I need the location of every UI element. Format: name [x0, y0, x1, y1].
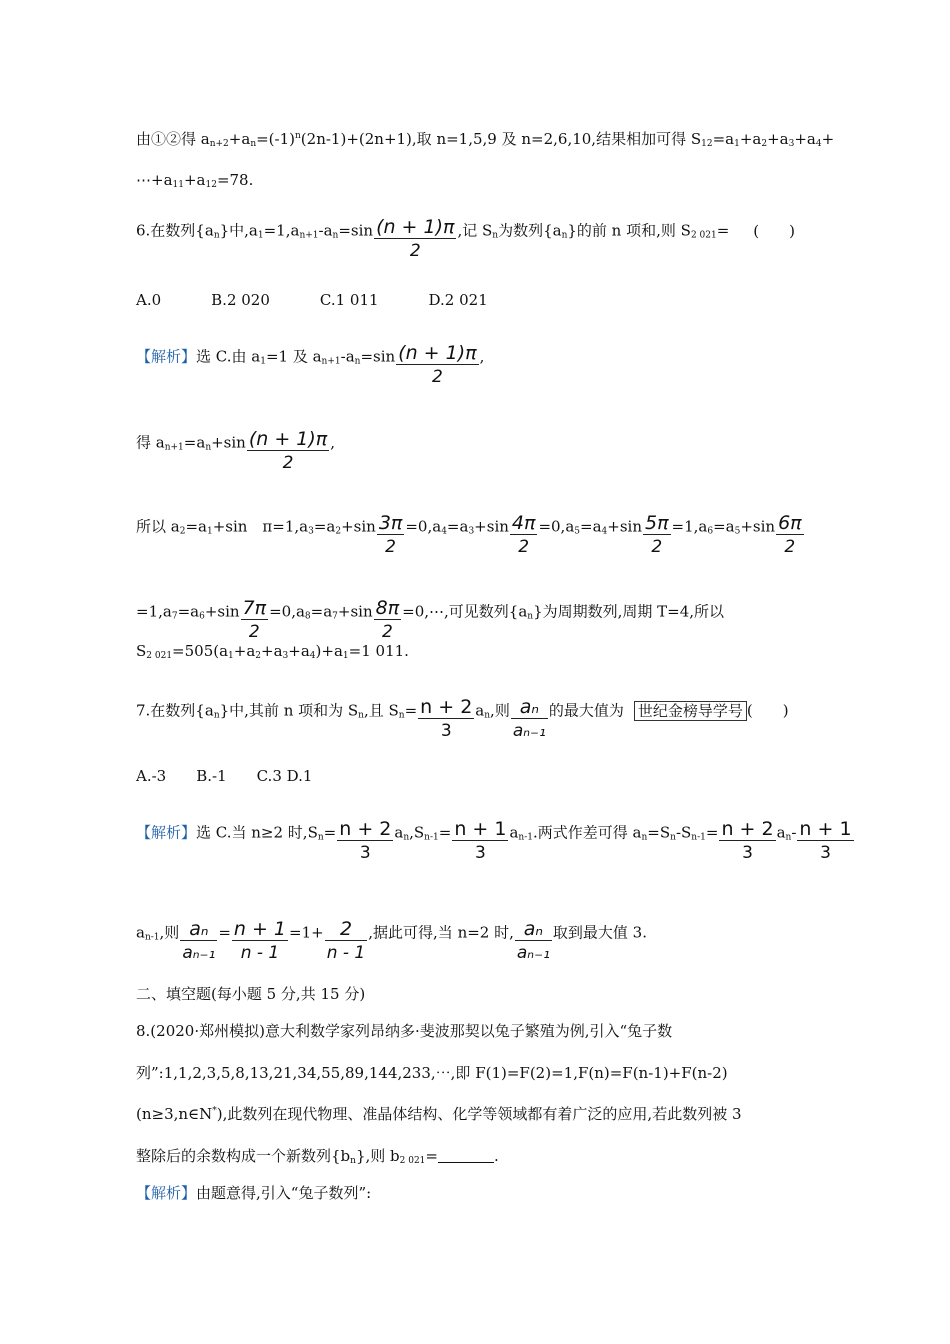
subscript: 5	[574, 526, 580, 537]
subscript: 2	[335, 526, 342, 537]
subscript: n-1	[144, 932, 160, 943]
text-run: =a	[183, 433, 206, 452]
subscript: 12	[205, 180, 217, 190]
text-run: =a	[185, 517, 207, 536]
text-run: 3	[474, 843, 486, 863]
question-8	[136, 1020, 672, 1041]
option-a: A.0	[136, 291, 162, 309]
text-line	[136, 128, 834, 149]
subscript: n	[213, 710, 220, 721]
text-run: ( )	[753, 221, 795, 240]
text-run: =	[438, 823, 452, 842]
text-run: 3	[742, 843, 753, 863]
text-run: =505(a	[172, 642, 229, 660]
text-run: a	[776, 823, 786, 842]
text-run: -S	[675, 823, 692, 842]
fraction	[241, 597, 269, 644]
text-run: ,	[330, 433, 336, 452]
solution-6-line	[136, 420, 336, 473]
subscript: 3	[468, 526, 475, 537]
subscript: 4	[601, 526, 608, 537]
text-run: =1+	[289, 923, 324, 942]
text-run: =1 及 a	[265, 347, 322, 366]
analysis-tag: 【解析】	[136, 347, 197, 366]
text-run: 由①②得 a	[136, 130, 210, 148]
question-7	[136, 688, 789, 741]
subscript: 2 021	[399, 1156, 426, 1166]
text-run: ,据此可得,当 n=2 时,	[368, 923, 514, 942]
fraction	[180, 918, 217, 965]
subscript: 4	[309, 651, 316, 661]
text-run: ),此数列在现代物理、准晶体结构、化学等领域都有着广泛的应用,若此数列被 3	[216, 1105, 742, 1123]
fraction	[452, 818, 508, 865]
subscript: n	[670, 832, 676, 843]
subscript: 1	[734, 139, 740, 149]
text-run: a	[394, 823, 404, 842]
text-run: +sin	[740, 517, 776, 536]
text-run: aₙ	[180, 918, 217, 941]
text-run: 得 a	[136, 433, 165, 452]
text-run: =78.	[216, 171, 254, 189]
text-run: =a	[313, 517, 336, 536]
solution-7-line	[136, 910, 647, 963]
fraction	[337, 818, 393, 865]
text-run: }中,其前 n 项和为 S	[219, 701, 359, 720]
text-run: ⋯+a	[136, 171, 173, 189]
text-run: =1,a	[136, 602, 172, 621]
text-run: .	[493, 1147, 499, 1165]
subscript: n	[213, 230, 220, 241]
text-run: -	[791, 823, 797, 842]
text-run: +a	[261, 642, 283, 660]
subscript: n-1	[691, 832, 706, 843]
question-8-line	[136, 1145, 499, 1166]
subscript: 7	[332, 611, 338, 622]
text-run: ,记 S	[457, 221, 493, 240]
fraction	[797, 818, 853, 865]
text-run: +a	[228, 130, 251, 148]
text-run: =	[425, 1147, 438, 1165]
text-run: +a	[233, 642, 256, 660]
subscript: 7	[171, 611, 178, 622]
text-run: n + 2	[420, 696, 473, 718]
text-run: n + 1	[454, 818, 507, 840]
text-run: aₙ	[511, 696, 548, 719]
subscript: 1	[342, 651, 349, 661]
fraction	[325, 918, 368, 965]
subscript: n	[527, 611, 534, 622]
text-run: n + 2	[339, 818, 392, 840]
text-run: aₙ₋₁	[512, 721, 546, 741]
text-run: (2n-1)+(2n+1),取 n=1,5,9 及 n=2,6,10,结果相加可得 S	[300, 130, 702, 148]
option-c: C.1 011	[319, 291, 379, 309]
text-run: =a	[580, 517, 602, 536]
question-6	[136, 208, 795, 261]
subscript: 2	[761, 139, 768, 149]
analysis-tag: 【解析】	[136, 1184, 197, 1202]
text-run: ,	[479, 347, 485, 366]
text-run: =	[323, 823, 337, 842]
text-run: (n + 1)π	[398, 342, 477, 364]
solution-6-line	[136, 589, 725, 642]
question-8-line	[136, 1062, 728, 1083]
text-run: 5π	[644, 512, 669, 534]
text-run: =sin	[338, 221, 374, 240]
text-run: n + 1	[233, 918, 287, 940]
text-run: 列”:1,1,2,3,5,8,13,21,34,55,89,144,233,⋯,即 F(1)=F(2)=1,F(n)=F(n-1)+F(n-2)	[136, 1064, 728, 1082]
text-run: a	[136, 923, 145, 942]
text-run: 二、填空题(每小题 5 分,共 15 分)	[136, 985, 366, 1003]
subscript: 6	[199, 611, 205, 622]
text-run: =0,a	[538, 517, 575, 536]
text-run: =a	[446, 517, 469, 536]
subscript: n	[317, 832, 324, 843]
text-run: 8.(2020·郑州模拟)意大利数学家列昂纳多·斐波那契以兔子繁殖为例,引入“兔子数	[136, 1022, 673, 1040]
fraction	[776, 512, 804, 559]
text-run: =	[218, 923, 231, 942]
text-run: +a	[739, 130, 762, 148]
text-run: aₙ₋₁	[182, 943, 216, 963]
text-run: n + 2	[721, 818, 774, 840]
text-run: a	[475, 701, 485, 720]
text-run: 的最大值为	[548, 701, 624, 720]
text-run: n + 1	[799, 818, 852, 840]
text-run: =a	[712, 130, 735, 148]
text-run: 2	[651, 537, 663, 557]
subscript: n	[205, 442, 212, 453]
subscript: n	[403, 832, 410, 843]
text-run: =1 011.	[348, 642, 409, 660]
fraction	[511, 696, 548, 743]
subscript: 1	[257, 230, 264, 241]
text-run: +a	[794, 130, 816, 148]
text-run: 2	[381, 622, 393, 642]
subscript: 11	[172, 180, 184, 190]
fraction	[510, 512, 538, 559]
text-run: 3	[820, 843, 831, 863]
text-run: )+a	[315, 642, 343, 660]
text-run: 选 C.由 a	[196, 347, 261, 366]
subscript: n	[641, 832, 648, 843]
text-run: 3	[359, 843, 371, 863]
superscript: n	[295, 131, 301, 141]
subscript: n	[354, 356, 361, 367]
text-run: =sin	[360, 347, 396, 366]
text-run: 为数列{a	[498, 221, 562, 240]
answer-blank	[438, 1148, 494, 1163]
text-run: =1,a	[263, 221, 300, 240]
text-run: =	[716, 221, 730, 240]
subscript: 2 021	[146, 651, 173, 661]
text-run: =0,⋯,可见数列{a	[402, 602, 528, 621]
text-run: =a	[713, 517, 735, 536]
fraction	[418, 696, 474, 743]
text-run: =1,a	[671, 517, 708, 536]
text-run: 2	[784, 537, 796, 557]
fraction	[232, 918, 288, 965]
text-run: 4π	[511, 512, 536, 534]
text-run: 2	[409, 241, 421, 261]
text-run: +sin	[607, 517, 642, 536]
fraction	[374, 597, 402, 644]
text-run: aₙ	[515, 918, 552, 941]
subscript: 8	[304, 611, 311, 622]
subscript: 2	[255, 651, 262, 661]
subscript: 2	[179, 526, 186, 537]
text-run: ,且 S	[363, 701, 399, 720]
subscript: n	[484, 710, 491, 721]
solution-6-line	[136, 504, 805, 557]
text-run: +sin	[474, 517, 509, 536]
fraction	[377, 512, 405, 559]
subscript: n-1	[518, 832, 533, 843]
text-run: 由题意得,引入“兔子数列”:	[196, 1184, 372, 1202]
text-run: }中,a	[219, 221, 258, 240]
text-run: ,则	[159, 923, 180, 942]
text-run: +a	[288, 642, 310, 660]
subscript: n	[350, 1156, 356, 1166]
text-run: 整除后的余数构成一个新数列{b	[136, 1147, 351, 1165]
text-run: n - 1	[326, 943, 366, 963]
text-run: 7.在数列{a	[136, 701, 214, 720]
text-run: +sin	[211, 433, 246, 452]
subscript: 4	[815, 139, 822, 149]
question-8-line	[136, 1103, 742, 1124]
fraction	[396, 342, 478, 389]
text-run: 2	[518, 537, 530, 557]
subscript: 3	[788, 139, 795, 149]
text-run: ,则	[490, 701, 510, 720]
subscript: 1	[228, 651, 234, 661]
text-run: (n + 1)π	[248, 428, 328, 450]
solution-8	[136, 1182, 371, 1203]
text-run: ,S	[409, 823, 425, 842]
analysis-tag: 【解析】	[136, 823, 197, 842]
subscript: n	[492, 230, 499, 241]
subscript: 2 021	[690, 230, 717, 241]
text-run: A.-3 B.-1 C.3 D.1	[136, 767, 313, 785]
subscript: n+1	[299, 230, 319, 241]
jinbang-code-box: 世纪金榜导学号	[634, 701, 747, 721]
options-6	[136, 291, 488, 309]
text-run: +sin π=1,a	[212, 517, 309, 536]
subscript: 1	[206, 526, 213, 537]
fraction	[515, 918, 552, 965]
subscript: n+1	[164, 442, 184, 453]
text-run: -a	[318, 221, 333, 240]
text-run: +a	[183, 171, 206, 189]
subscript: n+2	[209, 139, 229, 149]
subscript: n	[561, 230, 568, 241]
superscript: *	[212, 1106, 217, 1116]
text-run: 2	[431, 367, 443, 387]
text-run: .两式作差可得 a	[533, 823, 642, 842]
fraction	[643, 512, 671, 559]
text-run: =0,a	[269, 602, 305, 621]
text-run: S	[136, 642, 147, 660]
text-run: aₙ₋₁	[516, 943, 550, 963]
text-run: =	[705, 823, 719, 842]
subscript: 6	[707, 526, 714, 537]
text-run: 所以 a	[136, 517, 180, 536]
subscript: n-1	[424, 832, 439, 843]
text-run: }为周期数列,周期 T=4,所以	[533, 602, 725, 621]
text-run: +sin	[204, 602, 240, 621]
option-b: B.2 020	[211, 291, 270, 309]
text-run: 3	[440, 721, 452, 741]
subscript: n	[332, 230, 339, 241]
subscript: 3	[308, 526, 314, 537]
fraction	[719, 818, 775, 865]
text-run: 6.在数列{a	[136, 221, 214, 240]
text-run: +a	[767, 130, 789, 148]
text-run: n - 1	[240, 943, 280, 963]
text-run: 2	[325, 918, 368, 941]
text-run: =0,a	[405, 517, 442, 536]
text-run: =(-1)	[256, 130, 295, 148]
text-run: (n + 1)π	[376, 216, 455, 238]
subscript: n+1	[321, 356, 341, 367]
text-run: }的前 n 项和,则 S	[567, 221, 691, 240]
subscript: n	[785, 832, 792, 843]
fraction	[247, 428, 329, 475]
text-run: a	[509, 823, 519, 842]
text-run: +sin	[341, 517, 376, 536]
text-run: 2	[282, 453, 294, 473]
text-run: 2	[248, 622, 260, 642]
text-run: +	[821, 130, 835, 148]
text-run: 3π	[378, 512, 403, 534]
solution-6-line	[136, 642, 409, 661]
text-run: 6π	[778, 512, 802, 534]
text-run: -a	[340, 347, 355, 366]
text-run: 取到最大值 3.	[552, 923, 647, 942]
subscript: 5	[734, 526, 741, 537]
text-run: ( )	[746, 701, 789, 720]
text-run: },则 b	[355, 1147, 400, 1165]
subscript: n	[358, 710, 364, 721]
text-run: =	[404, 701, 418, 720]
text-run: +sin	[337, 602, 373, 621]
subscript: n	[250, 139, 257, 149]
option-d: D.2 021	[428, 291, 488, 309]
text-run: =S	[647, 823, 671, 842]
text-run: 8π	[375, 597, 400, 619]
fraction	[374, 216, 456, 263]
options-7	[136, 765, 312, 786]
subscript: n	[398, 710, 405, 721]
subscript: 1	[260, 356, 266, 367]
text-run: (n≥3,n∈N	[136, 1105, 213, 1123]
subscript: 12	[701, 139, 713, 149]
text-line	[136, 171, 253, 190]
text-run: 7π	[242, 597, 267, 619]
solution-6	[136, 334, 485, 387]
text-run: 选 C.当 n≥2 时,S	[196, 823, 318, 842]
solution-7	[136, 810, 855, 863]
subscript: 3	[282, 651, 289, 661]
text-run: 2	[385, 537, 396, 557]
subscript: 4	[441, 526, 447, 537]
text-run: =a	[177, 602, 200, 621]
section-heading	[136, 983, 365, 1004]
text-run: =a	[310, 602, 333, 621]
